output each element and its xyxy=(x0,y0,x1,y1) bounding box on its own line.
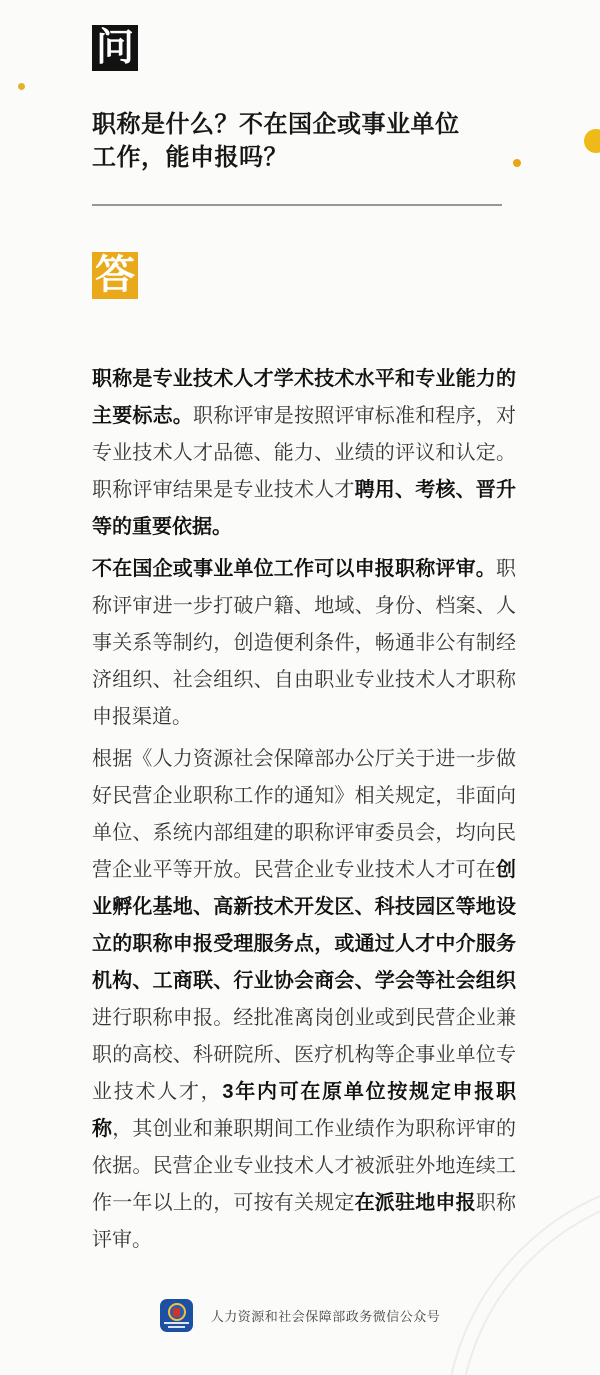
mohrss-badge xyxy=(160,1299,193,1332)
article-body xyxy=(92,361,516,1259)
text-run-bold: 聘用、考核、晋升等的重要依据。 xyxy=(92,479,517,538)
text-run-bold: 创业孵化基地、高新技术开发区、科技园区等地设立的职称申报受理服务点，或通过人才中介服务机构、工商联、行业协会商会、学会等社会组织 xyxy=(92,859,516,992)
text-run-bold: 职称是专业技术人才学术技术水平和专业能力的主要标志。 xyxy=(92,368,516,427)
question-icon: 问 xyxy=(92,25,138,71)
paragraph xyxy=(92,741,516,1259)
paragraph xyxy=(92,551,516,736)
answer-icon: 答 xyxy=(92,252,138,299)
text-run: 职称评审。 xyxy=(92,1192,517,1251)
footer-account-name: 人力资源和社会保障部政务微信公众号 xyxy=(210,1309,441,1324)
text-run: 职称评审是按照评审标准和程序，对专业技术人才品德、能力、业绩的评议和认定。职称评审结果是专业技术人才 xyxy=(92,405,516,501)
badge-microtext-line xyxy=(168,1326,185,1328)
paragraph xyxy=(92,361,516,546)
question-title: 职称是什么？不在国企或事业单位工作，能申报吗？ xyxy=(92,111,460,171)
text-run: ，其创业和兼职期间工作业绩作为职称评审的依据。民营企业专业技术人才被派驻外地连续工作一年以上的，可按有关规定 xyxy=(92,1118,517,1214)
text-run: 根据《人力资源社会保障部办公厅关于进一步做好民营企业职称工作的通知》相关规定，非面向单位、系统内部组建的职称评审委员会，均向民营企业平等开放。民营企业专业技术人才可在 xyxy=(92,748,516,881)
text-run-bold: 不在国企或事业单位工作可以申报职称评审。 xyxy=(92,558,496,580)
text-run-bold: 在派驻地申报 xyxy=(354,1192,476,1214)
text-run: 职称评审进一步打破户籍、地域、身份、档案、人事关系等制约，创造便利条件，畅通非公有制经济组织、社会组织、自由职业专业技术人才职称申报渠道。 xyxy=(92,558,516,728)
footer xyxy=(0,1299,600,1332)
national-emblem-icon xyxy=(168,1303,186,1321)
text-run: 进行职称申报。经批准离岗创业或到民营企业兼职的高校、科研院所、医疗机构等企事业单位专业技术人才， xyxy=(92,1007,516,1103)
badge-microtext-line xyxy=(164,1322,189,1324)
text-run-bold: 3年内可在原单位按规定申报职称 xyxy=(92,1081,517,1140)
divider-line xyxy=(92,204,502,206)
